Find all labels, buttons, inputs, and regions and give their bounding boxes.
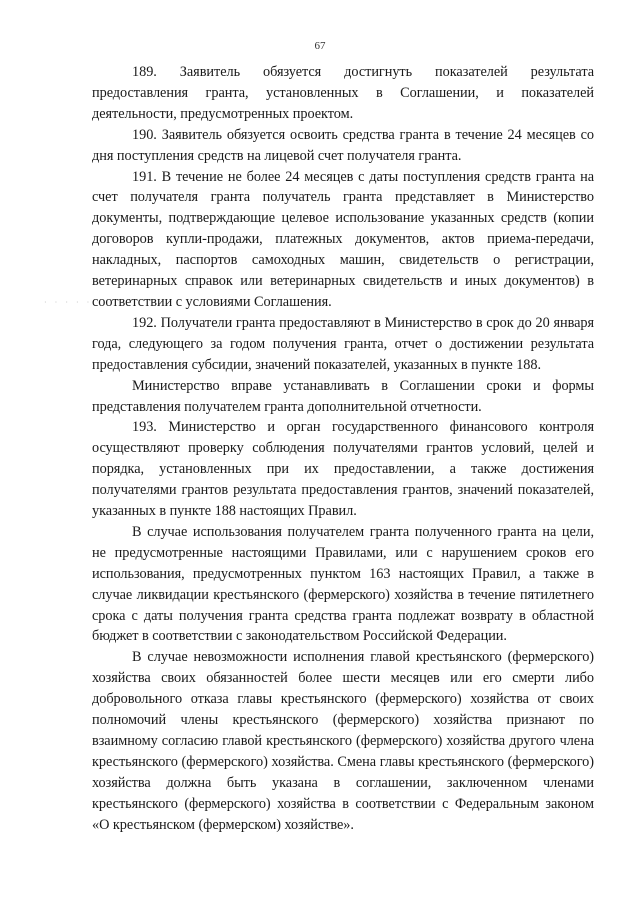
paragraph-193: 193. Министерство и орган государственного финансового контроля осуществляют проверку соблюдения получателями грантов условий, целей и порядка, установленных при их предоставлении, а также достижения получателями грантов результата предоставления грантов, значений показателей, указанных в пункте 188 настоящих Правил. [92, 419, 594, 520]
paragraph-189: 189. Заявитель обязуется достигнуть показателей результата предоставления гранта, установленных в Соглашении, и показателей деятельности, предусмотренных проектом. [92, 64, 594, 122]
paragraph-190: 190. Заявитель обязуется освоить средства гранта в течение 24 месяцев со дня поступления средств на лицевой счет получателя гранта. [92, 126, 594, 164]
document-body [92, 62, 594, 836]
paragraph-head-change: В случае невозможности исполнения главой крестьянского (фермерского) хозяйства своих обязанностей более шести месяцев или его смерти либо добровольного отказа главы крестьянского (фермерского) хозяйства от своих полномочий члены крестьянского (фермерского) хозяйства признают по взаимному согласию главой крестьянского (фермерского) хозяйства другого члена крестьянского (фермерского) хозяйства. Смена главы крестьянского (фермерского) хозяйства должна быть указана в соглашении, заключенном членами крестьянского (фермерского) хозяйства в соответствии с Федеральным законом «О крестьянском (фермерском) хозяйстве». [92, 649, 594, 833]
paragraph-192: 192. Получатели гранта предоставляют в Министерство в срок до 20 января года, следующего за годом получения гранта, отчет о достижении результата предоставления субсидии, значений показателей, указанных в пункте 188. [92, 314, 594, 373]
paragraph-191: 191. В течение не более 24 месяцев с даты поступления средств гранта на счет получателя гранта получатель гранта представляет в Министерство документы, подтверждающие целевое использование указанных средств (копии договоров купли-продажи, платежных документов, актов приема-передачи, накладных, паспортов самоходных машин, свидетельств о регистрации, ветеринарных справок или ветеринарных свидетельств и иных документов) в соответствии с условиями Соглашения. [92, 168, 594, 310]
page-number: 67 [314, 40, 326, 52]
scan-artifact: · · · · · [44, 298, 93, 307]
paragraph-additional-reporting: Министерство вправе устанавливать в Соглашении сроки и формы представления получателем гранта дополнительной отчетности. [92, 377, 594, 415]
paragraph-grant-return: В случае использования получателем гранта полученного гранта на цели, не предусмотренные настоящими Правилами, или с нарушением сроков его использования, предусмотренных пунктом 163 настоящих Правил, а также в случае ликвидации крестьянского (фермерского) хозяйства в течение пятилетнего срока с даты получения гранта средства гранта подлежат возврату в областной бюджет в соответствии с законодательством Российской Федерации. [92, 523, 594, 645]
